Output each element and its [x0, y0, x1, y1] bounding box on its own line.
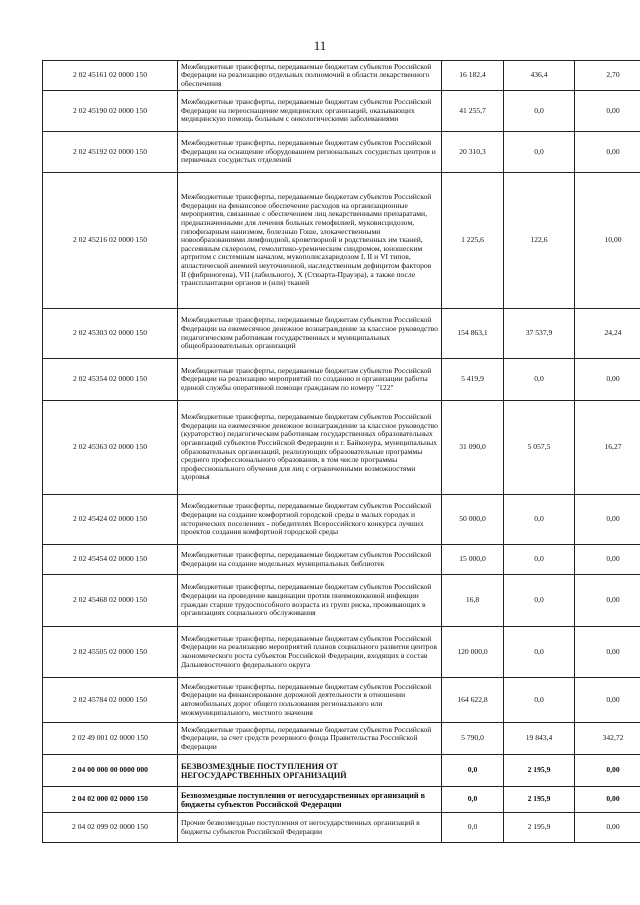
- actual-value-cell: 0,0: [504, 545, 575, 575]
- budget-code-cell: 2 02 45363 02 0000 150: [43, 401, 178, 495]
- percent-cell: 0,00: [575, 359, 640, 401]
- percent-cell: 0,00: [575, 678, 640, 723]
- budget-code-cell: 2 02 45505 02 0000 150: [43, 627, 178, 678]
- plan-value-cell: 16 182,4: [442, 61, 504, 91]
- percent-cell: 0,00: [575, 627, 640, 678]
- percent-cell: 0,00: [575, 813, 640, 843]
- percent-cell: 0,00: [575, 91, 640, 132]
- table-row: [43, 309, 640, 359]
- actual-value-cell: 122,6: [504, 173, 575, 309]
- actual-value-cell: 0,0: [504, 91, 575, 132]
- budget-code-cell: 2 04 00 000 00 0000 000: [43, 755, 178, 787]
- actual-value-cell: 0,0: [504, 359, 575, 401]
- percent-cell: 0,00: [575, 787, 640, 813]
- actual-value-cell: 2 195,9: [504, 813, 575, 843]
- plan-value-cell: 0,0: [442, 755, 504, 787]
- budget-code-cell: 2 02 45190 02 0000 150: [43, 91, 178, 132]
- plan-value-cell: 50 000,0: [442, 495, 504, 545]
- table-row: [43, 678, 640, 723]
- description-cell: Межбюджетные трансферты, передаваемые бюджетам субъектов Российской Федерации на ежемесячное денежное вознаграждение за классное руководство педагогическим работникам государственных и муниципальных общеобразовательных организаций: [178, 309, 442, 359]
- table-row: [43, 755, 640, 787]
- table-body: [43, 61, 640, 843]
- budget-code-cell: 2 02 45424 02 0000 150: [43, 495, 178, 545]
- percent-cell: 0,00: [575, 132, 640, 173]
- budget-code-cell: 2 04 02 099 02 0000 150: [43, 813, 178, 843]
- description-cell: Прочие безвозмездные поступления от негосударственных организаций в бюджеты субъектов Российской Федерации: [178, 813, 442, 843]
- percent-cell: 24,24: [575, 309, 640, 359]
- budget-revenue-table: [42, 60, 640, 843]
- budget-code-cell: 2 02 45161 02 0000 150: [43, 61, 178, 91]
- percent-cell: 342,72: [575, 723, 640, 755]
- actual-value-cell: 0,0: [504, 575, 575, 627]
- percent-cell: 0,00: [575, 495, 640, 545]
- description-cell: Межбюджетные трансферты, передаваемые бюджетам субъектов Российской Федерации на создание модельных муниципальных библиотек: [178, 545, 442, 575]
- actual-value-cell: 0,0: [504, 627, 575, 678]
- description-cell: Межбюджетные трансферты, передаваемые бюджетам субъектов Российской Федерации на финансирование дорожной деятельности в отношении автомобильных дорог общего пользования регионального или межмуниципального, местного значения: [178, 678, 442, 723]
- table-row: [43, 575, 640, 627]
- description-cell: Межбюджетные трансферты, передаваемые бюджетам субъектов Российской Федерации на ежемесячное денежное вознаграждение за классное руководство (кураторство) педагогическим работникам государственных образовательных организаций субъектов Российской Федерации и г. Байконура, муниципальных образовательных организаций, реализующих образовательные программы среднего профессионального образования, в том числе программы профессионального обучения для лиц с ограниченными возможностями здоровья: [178, 401, 442, 495]
- percent-cell: 0,00: [575, 755, 640, 787]
- table-row: [43, 61, 640, 91]
- budget-code-cell: 2 02 45303 02 0000 150: [43, 309, 178, 359]
- actual-value-cell: 5 057,5: [504, 401, 575, 495]
- description-cell: Межбюджетные трансферты, передаваемые бюджетам субъектов Российской Федерации на переоснащение медицинских организаций, оказывающих медицинскую помощь больным с онкологическими заболеваниями: [178, 91, 442, 132]
- budget-code-cell: 2 02 49 001 02 0000 150: [43, 723, 178, 755]
- description-cell: Межбюджетные трансферты, передаваемые бюджетам субъектов Российской Федерации на реализацию мероприятий по созданию и организации работы единой службы оперативной помощи гражданам по номеру "122": [178, 359, 442, 401]
- table-row: [43, 545, 640, 575]
- table-row: [43, 787, 640, 813]
- budget-code-cell: 2 02 45454 02 0000 150: [43, 545, 178, 575]
- actual-value-cell: 436,4: [504, 61, 575, 91]
- plan-value-cell: 31 090,0: [442, 401, 504, 495]
- actual-value-cell: 2 195,9: [504, 755, 575, 787]
- actual-value-cell: 19 843,4: [504, 723, 575, 755]
- actual-value-cell: 0,0: [504, 678, 575, 723]
- table-row: [43, 91, 640, 132]
- plan-value-cell: 20 310,3: [442, 132, 504, 173]
- budget-code-cell: 2 02 45784 02 0000 150: [43, 678, 178, 723]
- plan-value-cell: 5 419,9: [442, 359, 504, 401]
- actual-value-cell: 0,0: [504, 132, 575, 173]
- plan-value-cell: 16,8: [442, 575, 504, 627]
- budget-code-cell: 2 02 45468 02 0000 150: [43, 575, 178, 627]
- table-row: [43, 401, 640, 495]
- actual-value-cell: 37 537,9: [504, 309, 575, 359]
- budget-code-cell: 2 04 02 000 02 0000 150: [43, 787, 178, 813]
- table-row: [43, 132, 640, 173]
- table-row: [43, 723, 640, 755]
- description-cell: Межбюджетные трансферты, передаваемые бюджетам субъектов Российской Федерации на создание комфортной городской среды в малых городах и исторических поселениях - победителях Всероссийского конкурса лучших проектов создания комфортной городской среды: [178, 495, 442, 545]
- percent-cell: 0,00: [575, 545, 640, 575]
- budget-code-cell: 2 02 45216 02 0000 150: [43, 173, 178, 309]
- description-cell: Безвозмездные поступления от негосударственных организаций в бюджеты субъектов Российской Федерации: [178, 787, 442, 813]
- description-cell: Межбюджетные трансферты, передаваемые бюджетам субъектов Российской Федерации на проведение вакцинации против пневмококковой инфекции граждан старше трудоспособного возраста из групп риска, проживающих в организациях социального обслуживания: [178, 575, 442, 627]
- description-cell: БЕЗВОЗМЕЗДНЫЕ ПОСТУПЛЕНИЯ ОТ НЕГОСУДАРСТВЕННЫХ ОРГАНИЗАЦИЙ: [178, 755, 442, 787]
- plan-value-cell: 154 863,1: [442, 309, 504, 359]
- plan-value-cell: 1 225,6: [442, 173, 504, 309]
- table-row: [43, 813, 640, 843]
- percent-cell: 16,27: [575, 401, 640, 495]
- plan-value-cell: 120 000,0: [442, 627, 504, 678]
- description-cell: Межбюджетные трансферты, передаваемые бюджетам субъектов Российской Федерации на реализацию мероприятий планов социального развития центров экономического роста субъектов Российской Федерации, входящих в состав Дальневосточного федерального округа: [178, 627, 442, 678]
- plan-value-cell: 5 790,0: [442, 723, 504, 755]
- budget-code-cell: 2 02 45354 02 0000 150: [43, 359, 178, 401]
- description-cell: Межбюджетные трансферты, передаваемые бюджетам субъектов Российской Федерации на оснащение оборудованием региональных сосудистых центров и первичных сосудистых отделений: [178, 132, 442, 173]
- table-row: [43, 495, 640, 545]
- percent-cell: 2,70: [575, 61, 640, 91]
- description-cell: Межбюджетные трансферты, передаваемые бюджетам субъектов Российской Федерации, за счет средств резервного фонда Правительства Российской Федерации: [178, 723, 442, 755]
- actual-value-cell: 2 195,9: [504, 787, 575, 813]
- table-row: [43, 173, 640, 309]
- percent-cell: 10,00: [575, 173, 640, 309]
- table-row: [43, 359, 640, 401]
- plan-value-cell: 0,0: [442, 787, 504, 813]
- table-row: [43, 627, 640, 678]
- plan-value-cell: 15 000,0: [442, 545, 504, 575]
- description-cell: Межбюджетные трансферты, передаваемые бюджетам субъектов Российской Федерации на реализацию отдельных полномочий в области лекарственного обеспечения: [178, 61, 442, 91]
- description-cell: Межбюджетные трансферты, передаваемые бюджетам субъектов Российской Федерации на финансовое обеспечение расходов на организационные мероприятия, связанные с обеспечением лиц лекарственными препаратами, предназначенными для лечения больных гемофилией, муковисцидозом, гипофизарным нанизмом, болезнью Гоше, злокачественными новообразованиями лимфоидной, кроветворной и родственных им тканей, рассеянным склерозом, гемолитико-уремическим синдромом, юношеским артритом с системным началом, мукополисахаридозом I, II и VI типов, апластической анемией неуточненной, наследственным дефицитом факторов II (фибриногена), VII (лабильного), X (Стюарта-Прауэра), а также после трансплантации органов и (или) тканей: [178, 173, 442, 309]
- plan-value-cell: 0,0: [442, 813, 504, 843]
- plan-value-cell: 41 255,7: [442, 91, 504, 132]
- percent-cell: 0,00: [575, 575, 640, 627]
- actual-value-cell: 0,0: [504, 495, 575, 545]
- page-number: 11: [313, 38, 327, 53]
- budget-code-cell: 2 02 45192 02 0000 150: [43, 132, 178, 173]
- plan-value-cell: 164 622,8: [442, 678, 504, 723]
